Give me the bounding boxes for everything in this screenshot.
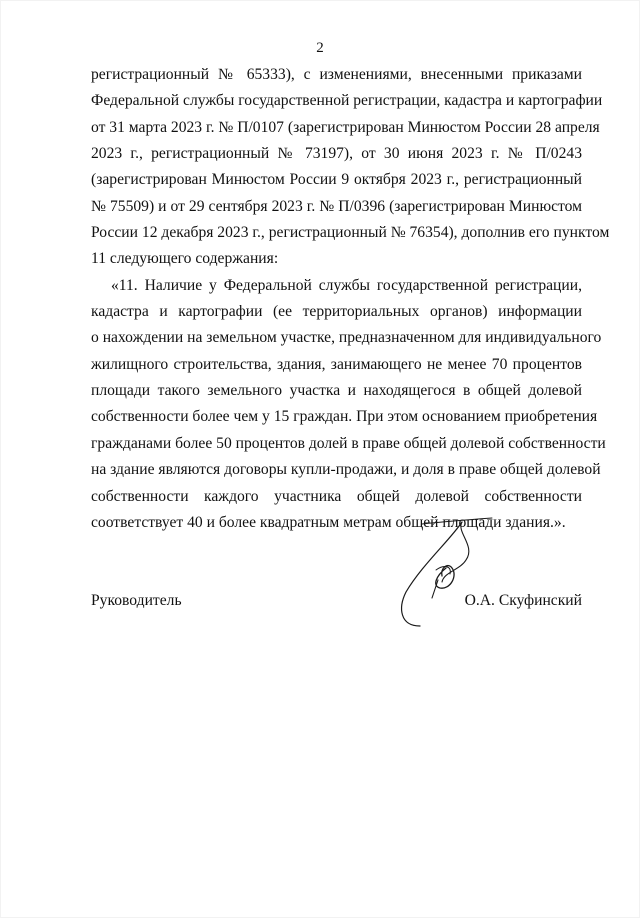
text-line: «11. Наличие у Федеральной службы государственной регистрации, — [111, 276, 582, 294]
signatory-title: Руководитель — [91, 592, 182, 609]
text-line: регистрационный № 65333), с изменениями, внесенными приказами — [91, 66, 582, 83]
text-line: 2023 г., регистрационный № 73197), от 30 июня 2023 г. № П/0243 — [91, 145, 582, 163]
text-line: на здание являются договоры купли-продажи, и доля в праве общей долевой — [91, 461, 601, 479]
paragraph-amendments — [91, 62, 610, 273]
text-line: гражданами более 50 процентов долей в праве общей долевой собственности — [91, 434, 606, 452]
text-line: кадастра и картографии (ее территориальных органов) информации — [91, 303, 582, 321]
text-line: Федеральной службы государственной регистрации, кадастра и картографии — [91, 92, 603, 110]
text-line: собственности каждого участника общей долевой собственности — [91, 487, 582, 505]
text-line: о нахождении на земельном участке, предназначенном для индивидуального — [91, 329, 602, 347]
document-body — [91, 62, 610, 536]
text-line: площади такого земельного участка и находящегося в общей долевой — [91, 382, 582, 400]
text-line: 11 следующего содержания: — [91, 250, 279, 268]
text-line: собственности более чем у 15 граждан. При этом основанием приобретения — [91, 408, 598, 426]
signatory-name: О.А. Скуфинский — [464, 592, 582, 609]
text-line: от 31 марта 2023 г. № П/0107 (зарегистрирован Минюстом России 28 апреля — [91, 118, 600, 136]
text-line: жилищного строительства, здания, занимающего не менее 70 процентов — [91, 355, 582, 373]
handwritten-signature — [392, 510, 522, 635]
text-line: России 12 декабря 2023 г., регистрационный № 76354), дополнив его пунктом — [91, 224, 610, 242]
text-line: (зарегистрирован Минюстом России 9 октября 2023 г., регистрационный — [91, 171, 582, 189]
page-number: 2 — [316, 40, 324, 56]
text-line: соответствует 40 и более квадратным метрам общей площади здания.». — [91, 513, 566, 531]
paragraph-item-11 — [91, 273, 606, 536]
text-line: № 75509) и от 29 сентября 2023 г. № П/0396 (зарегистрирован Минюстом — [91, 197, 582, 215]
